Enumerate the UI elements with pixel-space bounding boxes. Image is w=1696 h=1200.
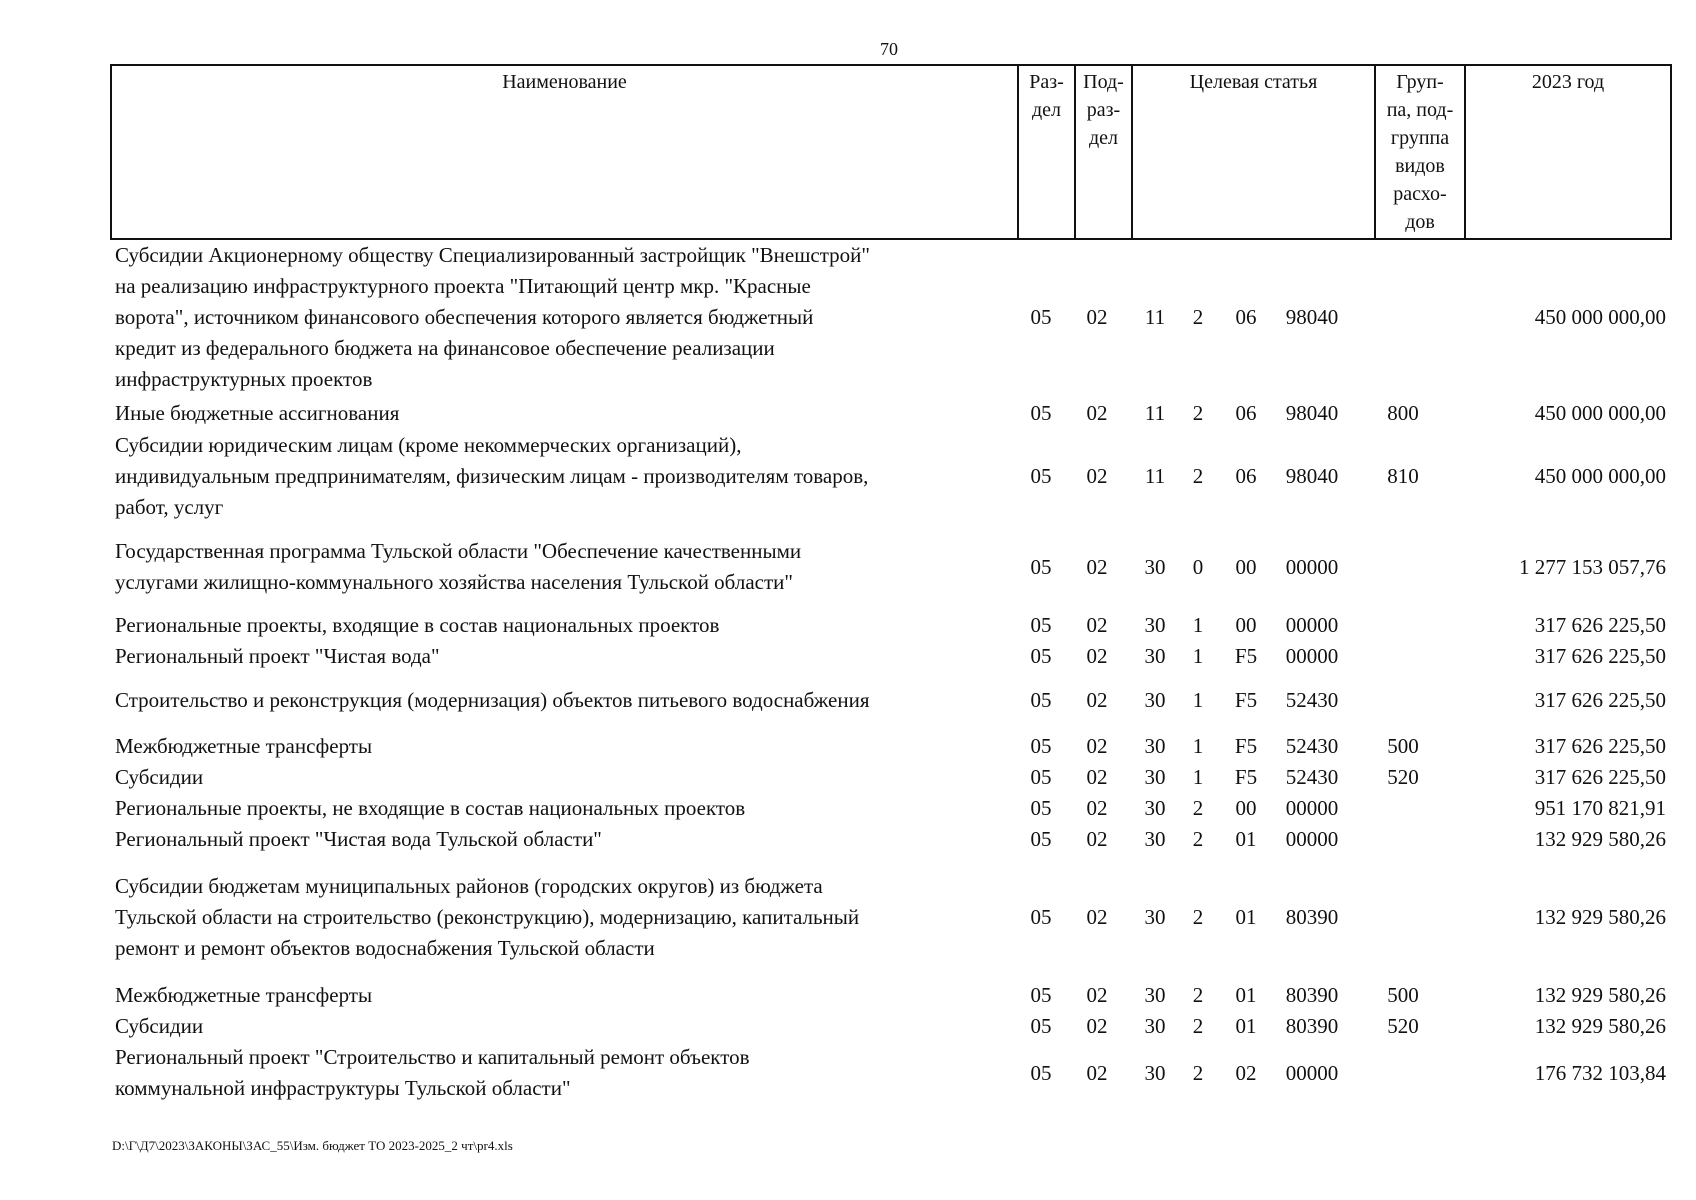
cell-t2: 2	[1192, 464, 1204, 488]
cell-podrazdel: 02	[1086, 796, 1108, 820]
cell-razdel: 05	[1030, 1014, 1052, 1038]
page-number: 70	[880, 39, 898, 59]
cell-t3: 01	[1235, 983, 1257, 1007]
cell-t3: 00	[1235, 613, 1257, 637]
cell-t1: 30	[1144, 1014, 1166, 1038]
cell-t3: F5	[1234, 688, 1258, 712]
cell-t2: 1	[1192, 613, 1204, 637]
header-razdel: Раз- дел	[1017, 66, 1074, 238]
table-row	[0, 610, 1696, 641]
cell-t3: 06	[1235, 305, 1257, 329]
row-name-line: Строительство и реконструкция (модернизация) объектов питьевого водоснабжения	[115, 688, 870, 712]
cell-razdel: 05	[1030, 554, 1052, 579]
cell-podrazdel: 02	[1086, 734, 1108, 758]
cell-razdel: 05	[1030, 644, 1052, 668]
row-name	[115, 398, 1010, 429]
cell-group	[1378, 793, 1428, 824]
row-name	[115, 793, 1010, 824]
cell-t4: 00000	[1285, 554, 1339, 579]
cell-t4: 98040	[1285, 305, 1339, 329]
cell-t4: 00000	[1285, 644, 1339, 668]
cell-amount: 450 000 000,00	[1534, 305, 1666, 329]
row-name-line: Региональный проект "Строительство и капитальный ремонт объектов	[115, 1045, 750, 1069]
cell-t2: 2	[1192, 827, 1204, 851]
table-header	[110, 64, 1672, 240]
row-name-line: Региональный проект "Чистая вода"	[115, 644, 440, 668]
table-row	[0, 871, 1696, 964]
cell-group: 500	[1387, 983, 1419, 1007]
row-name-line: Региональные проекты, не входящие в состав национальных проектов	[115, 796, 746, 820]
cell-t4: 00000	[1285, 827, 1339, 851]
cell-t2: 0	[1192, 554, 1204, 579]
row-name	[115, 536, 1010, 598]
cell-t1: 30	[1144, 796, 1166, 820]
row-name-line: ремонт и ремонт объектов водоснабжения Тульской области	[115, 936, 655, 960]
cell-razdel: 05	[1030, 688, 1052, 712]
cell-razdel: 05	[1030, 734, 1052, 758]
cell-podrazdel: 02	[1086, 688, 1108, 712]
cell-t1: 30	[1144, 688, 1166, 712]
row-name	[115, 430, 1010, 523]
cell-t3: 00	[1235, 796, 1257, 820]
cell-t3: F5	[1234, 765, 1258, 789]
cell-t3: 02	[1235, 1060, 1257, 1085]
cell-t3: 01	[1235, 827, 1257, 851]
row-name	[115, 240, 1010, 395]
row-name-line: индивидуальным предпринимателям, физическим лицам - производителям товаров,	[115, 464, 869, 488]
row-name-line: Иные бюджетные ассигнования	[115, 401, 400, 425]
cell-t4: 98040	[1285, 401, 1339, 425]
row-name-line: ворота", источником финансового обеспечения которого является бюджетный	[115, 305, 814, 329]
cell-t4: 80390	[1285, 1014, 1339, 1038]
cell-t3: 06	[1235, 464, 1257, 488]
cell-t4: 98040	[1285, 464, 1339, 488]
cell-t4: 52430	[1285, 765, 1339, 789]
cell-razdel: 05	[1030, 613, 1052, 637]
cell-group: 810	[1387, 464, 1419, 488]
cell-t1: 30	[1144, 644, 1166, 668]
cell-t1: 30	[1144, 613, 1166, 637]
table-row	[0, 731, 1696, 762]
cell-t1: 30	[1144, 554, 1166, 579]
cell-t4: 80390	[1285, 905, 1339, 929]
cell-group	[1378, 641, 1428, 672]
row-name-line: Субсидии	[115, 765, 204, 789]
header-year: 2023 год	[1464, 66, 1670, 238]
cell-t4: 80390	[1285, 983, 1339, 1007]
cell-razdel: 05	[1030, 827, 1052, 851]
cell-group: 500	[1387, 734, 1419, 758]
cell-t1: 30	[1144, 905, 1166, 929]
row-name-line: работ, услуг	[115, 495, 224, 519]
cell-podrazdel: 02	[1086, 401, 1108, 425]
table-row	[0, 824, 1696, 855]
row-name	[115, 731, 1010, 762]
cell-razdel: 05	[1030, 401, 1052, 425]
row-name-line: Тульской области на строительство (реконструкцию), модернизацию, капитальный	[115, 905, 860, 929]
cell-razdel: 05	[1030, 765, 1052, 789]
cell-amount: 450 000 000,00	[1534, 401, 1666, 425]
cell-t1: 30	[1144, 827, 1166, 851]
row-name-line: на реализацию инфраструктурного проекта "Питающий центр мкр. "Красные	[115, 274, 811, 298]
cell-t3: 01	[1235, 905, 1257, 929]
cell-t4: 52430	[1285, 688, 1339, 712]
cell-t2: 2	[1192, 796, 1204, 820]
cell-group	[1378, 1042, 1428, 1104]
cell-group: 800	[1387, 401, 1419, 425]
cell-podrazdel: 02	[1086, 613, 1108, 637]
cell-t1: 30	[1144, 734, 1166, 758]
cell-podrazdel: 02	[1086, 554, 1108, 579]
cell-group: 520	[1387, 765, 1419, 789]
cell-t3: 01	[1235, 1014, 1257, 1038]
cell-group	[1378, 824, 1428, 855]
row-name-line: Субсидии	[115, 1014, 204, 1038]
cell-t4: 52430	[1285, 734, 1339, 758]
cell-t2: 2	[1192, 905, 1204, 929]
header-podrazdel: Под- раз- дел	[1074, 66, 1131, 238]
cell-t2: 2	[1192, 1014, 1204, 1038]
cell-t1: 11	[1144, 305, 1166, 329]
cell-amount: 317 626 225,50	[1534, 644, 1666, 668]
table-row	[0, 398, 1696, 429]
row-name-line: Региональные проекты, входящие в состав национальных проектов	[115, 613, 720, 637]
cell-group	[1378, 610, 1428, 641]
row-name	[115, 685, 1010, 716]
header-name: Наименование	[502, 71, 627, 93]
cell-amount: 951 170 821,91	[1534, 796, 1666, 820]
cell-amount: 132 929 580,26	[1534, 827, 1666, 851]
cell-podrazdel: 02	[1086, 905, 1108, 929]
cell-amount: 317 626 225,50	[1534, 765, 1666, 789]
table-row	[0, 793, 1696, 824]
row-name-line: Субсидии бюджетам муниципальных районов (городских округов) из бюджета	[115, 874, 823, 898]
table-row	[0, 430, 1696, 523]
row-name-line: коммунальной инфраструктуры Тульской области"	[115, 1076, 571, 1100]
table-row	[0, 1011, 1696, 1042]
file-path-footer: D:\Г\Д7\2023\ЗАКОНЫ\ЗАС_55\Изм. бюджет ТО 2023-2025_2 чт\pr4.xls	[112, 1138, 513, 1153]
table-row	[0, 685, 1696, 716]
cell-t1: 30	[1144, 983, 1166, 1007]
cell-podrazdel: 02	[1086, 827, 1108, 851]
row-name-line: Межбюджетные трансферты	[115, 734, 373, 758]
cell-podrazdel: 02	[1086, 765, 1108, 789]
row-name-line: инфраструктурных проектов	[115, 367, 373, 391]
cell-t2: 1	[1192, 688, 1204, 712]
cell-t3: F5	[1234, 644, 1258, 668]
cell-podrazdel: 02	[1086, 305, 1108, 329]
header-target-article: Целевая статья	[1131, 66, 1374, 238]
cell-t1: 30	[1144, 1060, 1166, 1085]
cell-t4: 00000	[1285, 613, 1339, 637]
cell-group	[1378, 536, 1428, 598]
cell-podrazdel: 02	[1086, 1060, 1108, 1085]
header-group: Груп- па, под- группа видов расхо- дов	[1374, 66, 1464, 238]
row-name	[115, 824, 1010, 855]
row-name-line: Субсидии Акционерному обществу Специализированный застройщик "Внешстрой"	[115, 243, 870, 267]
cell-razdel: 05	[1030, 464, 1052, 488]
cell-group	[1378, 685, 1428, 716]
cell-t2: 1	[1192, 644, 1204, 668]
table-row	[0, 980, 1696, 1011]
row-name	[115, 610, 1010, 641]
cell-group	[1378, 871, 1428, 964]
cell-group	[1378, 240, 1428, 395]
row-name-line: кредит из федерального бюджета на финансовое обеспечение реализации	[115, 336, 775, 360]
row-name-line: Региональный проект "Чистая вода Тульской области"	[115, 827, 602, 851]
cell-razdel: 05	[1030, 905, 1052, 929]
cell-amount: 132 929 580,26	[1534, 1014, 1666, 1038]
cell-podrazdel: 02	[1086, 983, 1108, 1007]
table-row	[0, 641, 1696, 672]
row-name	[115, 1042, 1010, 1104]
cell-t2: 2	[1192, 1060, 1204, 1085]
cell-t2: 1	[1192, 734, 1204, 758]
cell-amount: 317 626 225,50	[1534, 734, 1666, 758]
cell-podrazdel: 02	[1086, 644, 1108, 668]
cell-t2: 2	[1192, 983, 1204, 1007]
row-name	[115, 871, 1010, 964]
cell-amount: 176 732 103,84	[1534, 1060, 1666, 1085]
cell-t4: 00000	[1285, 1060, 1339, 1085]
row-name-line: Межбюджетные трансферты	[115, 983, 373, 1007]
table-row	[0, 762, 1696, 793]
row-name-line: Государственная программа Тульской области "Обеспечение качественными	[115, 539, 802, 563]
row-name	[115, 1011, 1010, 1042]
cell-t3: F5	[1234, 734, 1258, 758]
cell-razdel: 05	[1030, 983, 1052, 1007]
cell-amount: 317 626 225,50	[1534, 613, 1666, 637]
cell-group: 520	[1387, 1014, 1419, 1038]
table-row	[0, 240, 1696, 395]
row-name	[115, 641, 1010, 672]
cell-amount: 132 929 580,26	[1534, 983, 1666, 1007]
cell-razdel: 05	[1030, 305, 1052, 329]
cell-podrazdel: 02	[1086, 1014, 1108, 1038]
row-name	[115, 980, 1010, 1011]
cell-t1: 30	[1144, 765, 1166, 789]
cell-t2: 2	[1192, 305, 1204, 329]
cell-t4: 00000	[1285, 796, 1339, 820]
row-name	[115, 762, 1010, 793]
cell-amount: 1 277 153 057,76	[1519, 554, 1666, 579]
row-name-line: услугами жилищно-коммунального хозяйства населения Тульской области"	[115, 570, 793, 594]
cell-t2: 1	[1192, 765, 1204, 789]
table-row	[0, 536, 1696, 598]
table-row	[0, 1042, 1696, 1104]
cell-podrazdel: 02	[1086, 464, 1108, 488]
cell-amount: 132 929 580,26	[1534, 905, 1666, 929]
cell-razdel: 05	[1030, 1060, 1052, 1085]
cell-t2: 2	[1192, 401, 1204, 425]
cell-t3: 06	[1235, 401, 1257, 425]
cell-amount: 450 000 000,00	[1534, 464, 1666, 488]
cell-t3: 00	[1235, 554, 1257, 579]
cell-t1: 11	[1144, 401, 1166, 425]
cell-amount: 317 626 225,50	[1534, 688, 1666, 712]
row-name-line: Субсидии юридическим лицам (кроме некоммерческих организаций),	[115, 433, 742, 457]
cell-t1: 11	[1144, 464, 1166, 488]
cell-razdel: 05	[1030, 796, 1052, 820]
